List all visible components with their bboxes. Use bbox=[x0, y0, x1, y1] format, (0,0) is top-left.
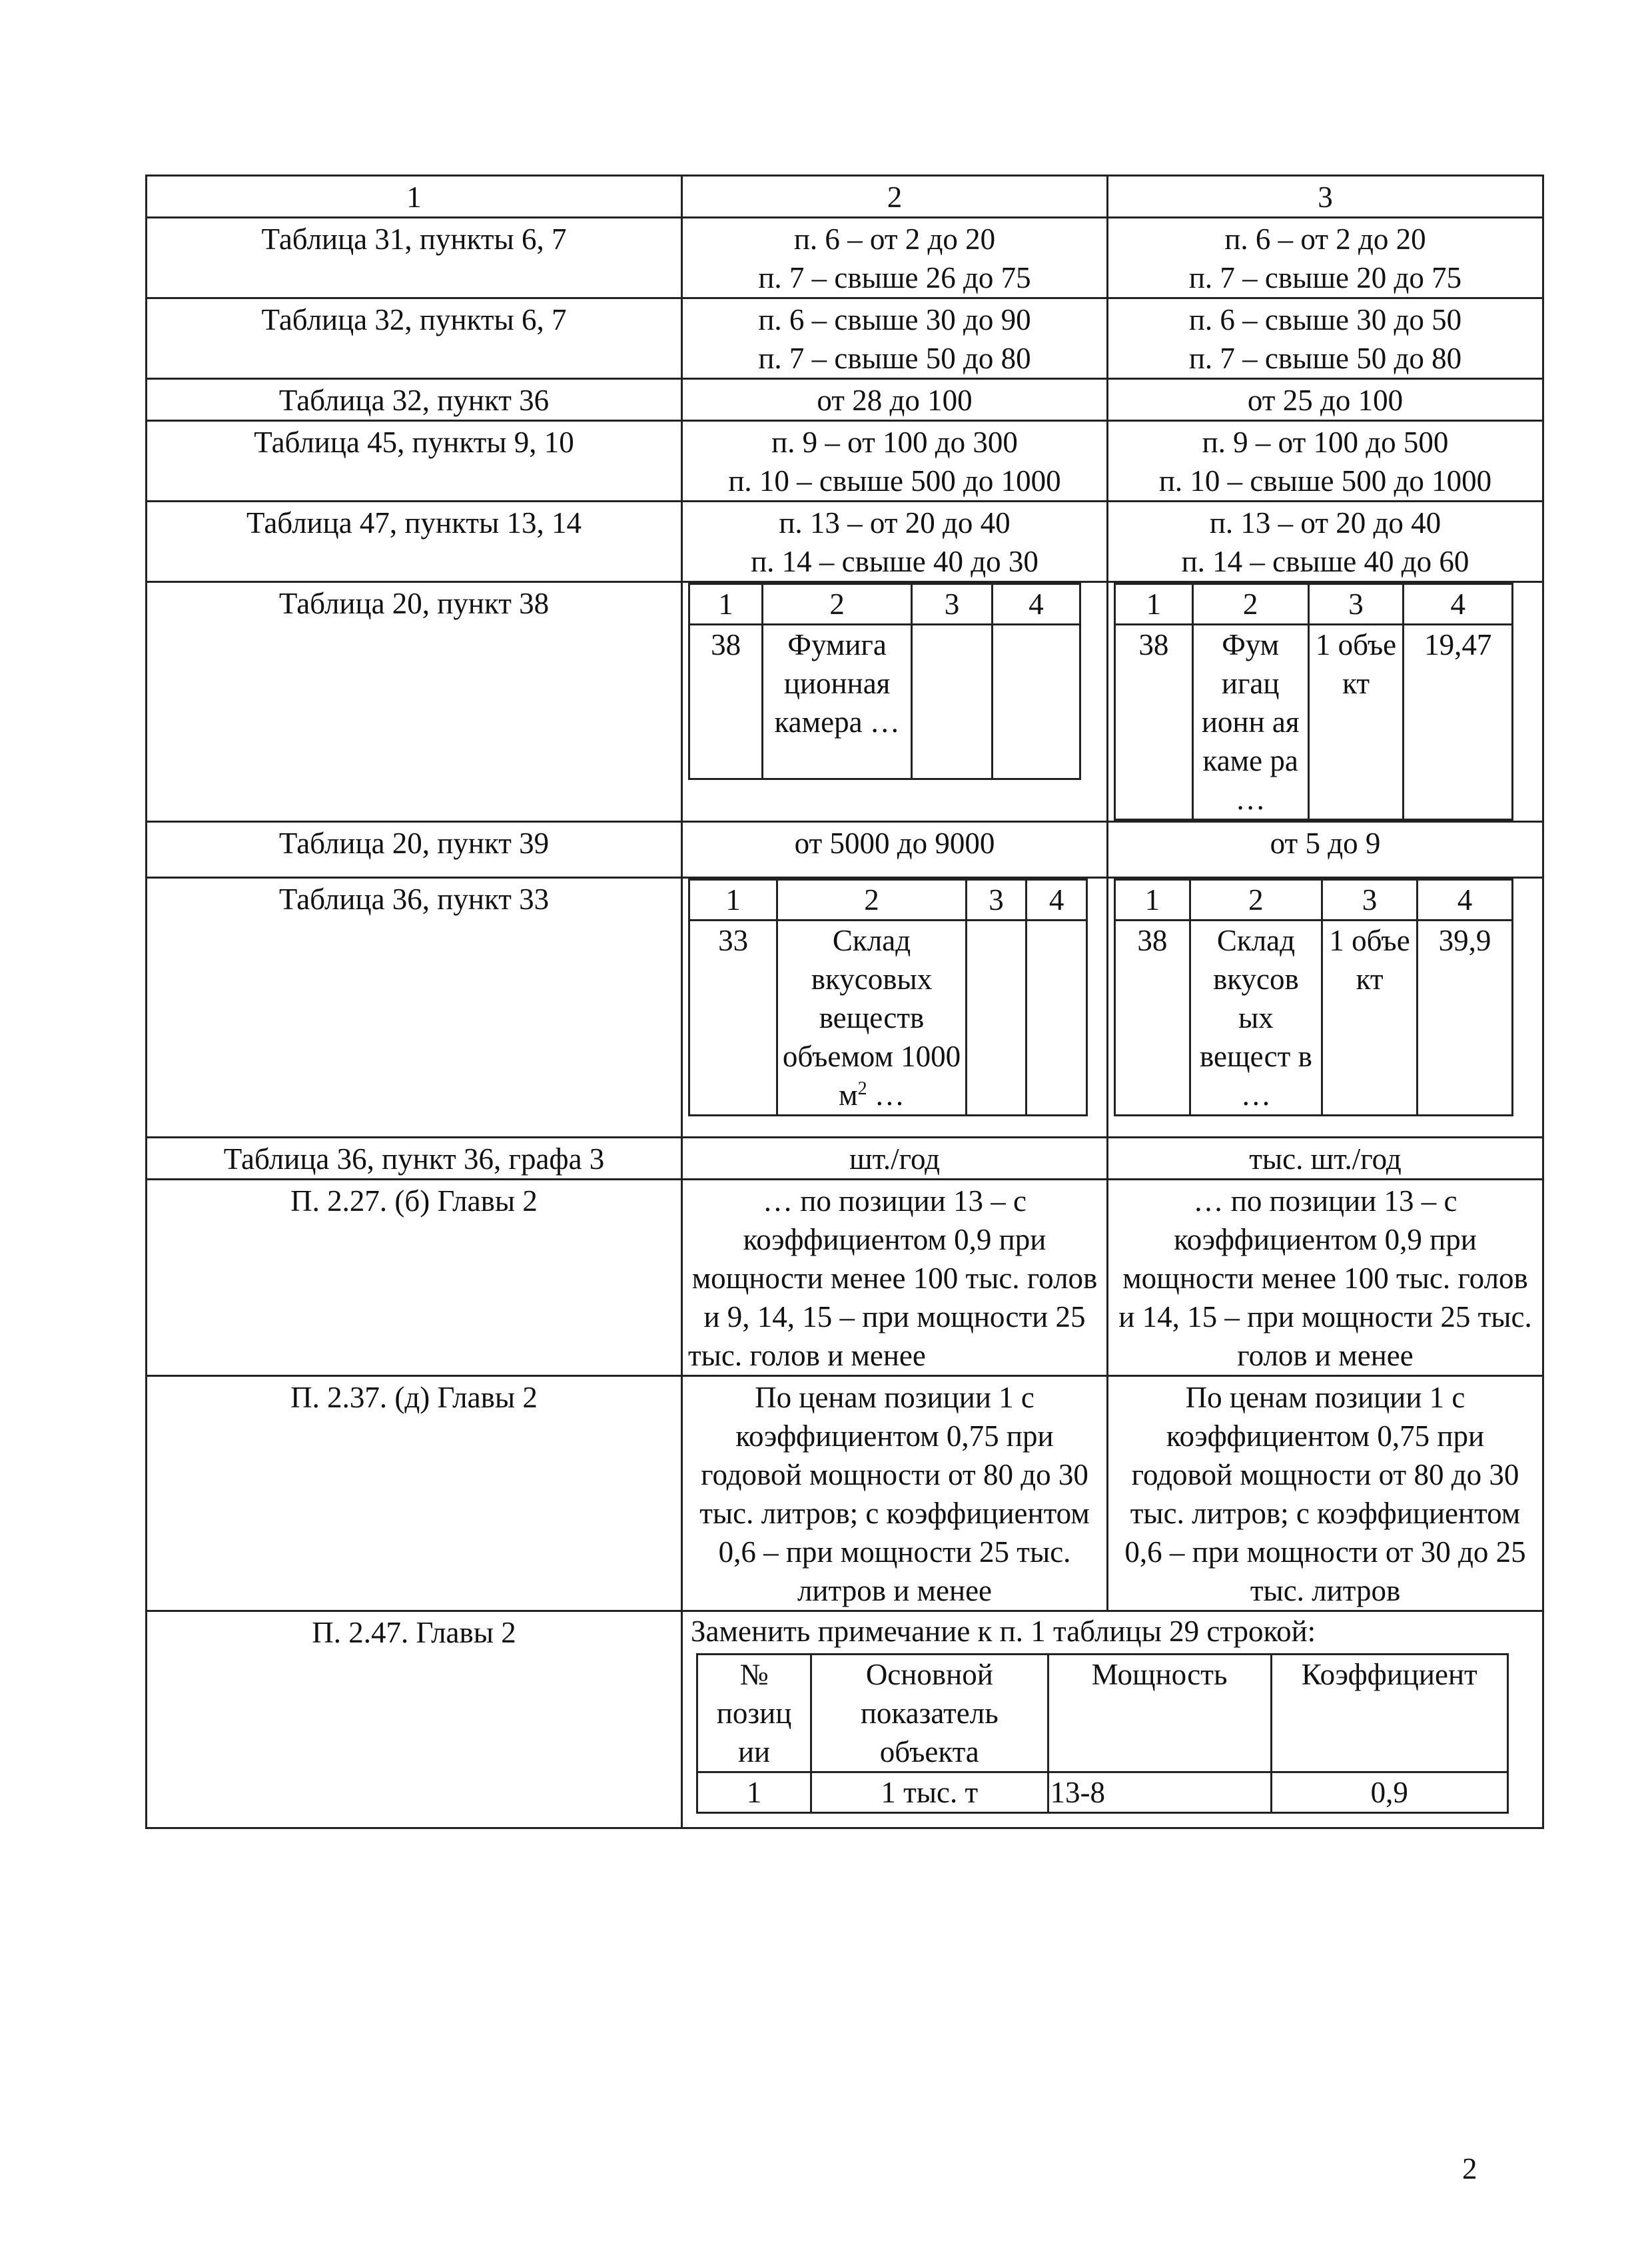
note-header-cell: Мощность bbox=[1048, 1655, 1271, 1772]
header-row bbox=[147, 176, 1543, 218]
nested-cell bbox=[993, 625, 1080, 779]
header-cell-2: 2 bbox=[682, 176, 1108, 218]
old-value: п. 9 – от 100 до 300 п. 10 – свыше 500 до 1000 bbox=[682, 421, 1108, 502]
nested-header-cell: 2 bbox=[777, 880, 966, 921]
note-cell: 1 bbox=[697, 1772, 811, 1813]
note-cell: 1 тыс. т bbox=[811, 1772, 1048, 1813]
old-value: п. 13 – от 20 до 40 п. 14 – свыше 40 до 30 bbox=[682, 502, 1108, 582]
table-row bbox=[147, 1180, 1543, 1376]
new-value bbox=[1108, 878, 1543, 1138]
note-header-cell: Основной показатель объекта bbox=[811, 1655, 1048, 1772]
table-row bbox=[147, 298, 1543, 379]
nested-cell: Фумига ционная камера … bbox=[763, 625, 912, 779]
table-row bbox=[147, 582, 1543, 822]
nested-cell: 1 объе кт bbox=[1322, 921, 1418, 1116]
nested-header-cell: 4 bbox=[1418, 880, 1513, 921]
new-value: от 5 до 9 bbox=[1108, 822, 1543, 878]
nested-table-new bbox=[1114, 583, 1513, 821]
old-value: от 28 до 100 bbox=[682, 379, 1108, 421]
nested-table-old bbox=[688, 583, 1081, 780]
new-value: п. 6 – свыше 30 до 50 п. 7 – свыше 50 до 80 bbox=[1108, 298, 1543, 379]
old-value: … по позиции 13 – с коэффициентом 0,9 при мощности менее 100 тыс. голов и 9, 14, 15 – при мощности 25 тыс. голов и менее bbox=[682, 1180, 1108, 1376]
table-row bbox=[147, 1138, 1543, 1180]
nested-cell: 38 bbox=[689, 625, 763, 779]
new-value: п. 6 – от 2 до 20 п. 7 – свыше 20 до 75 bbox=[1108, 218, 1543, 298]
row-reference: Таблица 36, пункт 33 bbox=[147, 878, 682, 1138]
old-value: По ценам позиции 1 с коэффициентом 0,75 при годовой мощности от 80 до 30 тыс. литров; с коэффициентом 0,6 – при мощности 25 тыс. литров и менее bbox=[682, 1376, 1108, 1611]
new-value: тыс. шт./год bbox=[1108, 1138, 1543, 1180]
nested-cell bbox=[912, 625, 993, 779]
page-number: 2 bbox=[1462, 2152, 1477, 2185]
nested-header-cell: 1 bbox=[1115, 880, 1190, 921]
nested-header-cell: 4 bbox=[993, 584, 1080, 625]
new-value: … по позиции 13 – с коэффициентом 0,9 при мощности менее 100 тыс. голов и 14, 15 – при мощности 25 тыс. голов и менее bbox=[1108, 1180, 1543, 1376]
nested-header-cell: 1 bbox=[689, 584, 763, 625]
table-row bbox=[147, 822, 1543, 878]
table-row bbox=[147, 1376, 1543, 1611]
nested-header-cell: 2 bbox=[1192, 584, 1308, 625]
nested-table-old bbox=[688, 879, 1088, 1116]
nested-cell bbox=[966, 921, 1027, 1116]
nested-cell: 33 bbox=[689, 921, 777, 1116]
new-value: от 25 до 100 bbox=[1108, 379, 1543, 421]
nested-cell: Склад вкусовых веществ объемом 1000 $м^2$ … bbox=[777, 921, 966, 1116]
row-reference: П. 2.37. (д) Главы 2 bbox=[147, 1376, 682, 1611]
new-value: По ценам позиции 1 с коэффициентом 0,75 при годовой мощности от 80 до 30 тыс. литров; с коэффициентом 0,6 – при мощности от 30 до 25 тыс. литров bbox=[1108, 1376, 1543, 1611]
table-row bbox=[147, 1611, 1543, 1828]
nested-header-cell: 3 bbox=[966, 880, 1027, 921]
row-reference: Таблица 20, пункт 39 bbox=[147, 822, 682, 878]
row-reference: Таблица 31, пункты 6, 7 bbox=[147, 218, 682, 298]
row-reference: П. 2.47. Главы 2 bbox=[147, 1611, 682, 1828]
row-reference: Таблица 32, пункт 36 bbox=[147, 379, 682, 421]
nested-header-cell: 2 bbox=[1190, 880, 1322, 921]
nested-header-cell: 1 bbox=[1115, 584, 1193, 625]
table-row bbox=[147, 218, 1543, 298]
note-header-cell: Коэффициент bbox=[1271, 1655, 1508, 1772]
old-value bbox=[682, 582, 1108, 822]
nested-cell bbox=[1027, 921, 1087, 1116]
old-value: п. 6 – от 2 до 20 п. 7 – свыше 26 до 75 bbox=[682, 218, 1108, 298]
nested-cell: 19,47 bbox=[1404, 625, 1513, 820]
table-row bbox=[147, 379, 1543, 421]
new-value: п. 13 – от 20 до 40 п. 14 – свыше 40 до 60 bbox=[1108, 502, 1543, 582]
table-row bbox=[147, 878, 1543, 1138]
old-value bbox=[682, 878, 1108, 1138]
nested-cell: 1 объе кт bbox=[1308, 625, 1404, 820]
nested-cell: Склад вкусов ых вещест в … bbox=[1190, 921, 1322, 1116]
note-header-cell: № позиц ии bbox=[697, 1655, 811, 1772]
nested-header-cell: 1 bbox=[689, 880, 777, 921]
nested-header-cell: 3 bbox=[912, 584, 993, 625]
new-value: п. 9 – от 100 до 500 п. 10 – свыше 500 до 1000 bbox=[1108, 421, 1543, 502]
nested-cell: 39,9 bbox=[1418, 921, 1513, 1116]
nested-cell: Фум игац ионн ая каме ра … bbox=[1192, 625, 1308, 820]
nested-cell: 38 bbox=[1115, 921, 1190, 1116]
row-reference: Таблица 32, пункты 6, 7 bbox=[147, 298, 682, 379]
row-reference: Таблица 45, пункты 9, 10 bbox=[147, 421, 682, 502]
table-row bbox=[147, 502, 1543, 582]
nested-cell: 38 bbox=[1115, 625, 1193, 820]
header-cell-3: 3 bbox=[1108, 176, 1543, 218]
replacement-intro: Заменить примечание к п. 1 таблицы 29 строкой: bbox=[691, 1615, 1316, 1648]
nested-table-new bbox=[1114, 879, 1513, 1116]
row-reference: Таблица 20, пункт 38 bbox=[147, 582, 682, 822]
row-reference: Таблица 36, пункт 36, графа 3 bbox=[147, 1138, 682, 1180]
nested-header-cell: 4 bbox=[1404, 584, 1513, 625]
row-reference: П. 2.27. (б) Главы 2 bbox=[147, 1180, 682, 1376]
old-value: шт./год bbox=[682, 1138, 1108, 1180]
nested-header-cell: 4 bbox=[1027, 880, 1087, 921]
row-reference: Таблица 47, пункты 13, 14 bbox=[147, 502, 682, 582]
old-value: п. 6 – свыше 30 до 90 п. 7 – свыше 50 до 80 bbox=[682, 298, 1108, 379]
new-value bbox=[682, 1611, 1543, 1828]
header-cell-1: 1 bbox=[147, 176, 682, 218]
amendments-table bbox=[145, 175, 1544, 1829]
note-cell: 0,9 bbox=[1271, 1772, 1508, 1813]
nested-header-cell: 2 bbox=[763, 584, 912, 625]
table-row bbox=[147, 421, 1543, 502]
nested-header-cell: 3 bbox=[1322, 880, 1418, 921]
note-table bbox=[696, 1653, 1509, 1814]
old-value: от 5000 до 9000 bbox=[682, 822, 1108, 878]
new-value bbox=[1108, 582, 1543, 822]
note-cell: 13-8 bbox=[1048, 1772, 1271, 1813]
nested-header-cell: 3 bbox=[1308, 584, 1404, 625]
